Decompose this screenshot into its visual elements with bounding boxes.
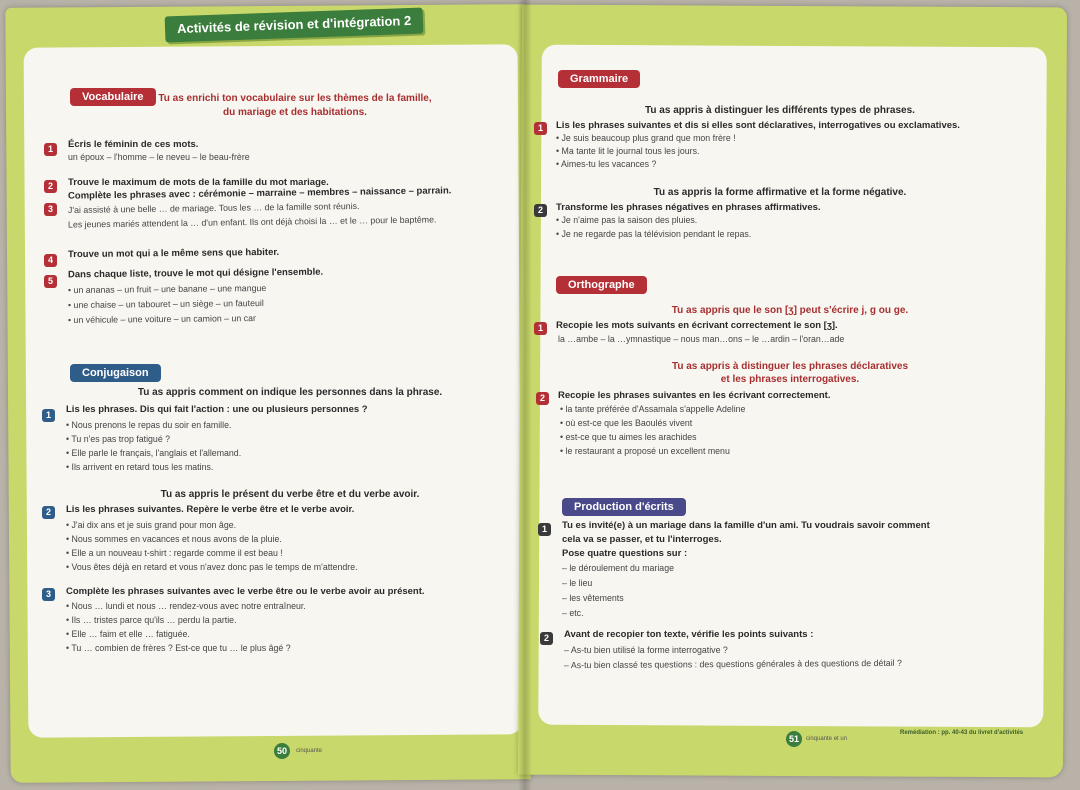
vocab-heading-line2: du mariage et des habitations. [223,107,367,118]
gram-exercise-1-item: • Aimes-tu les vacances ? [556,158,656,171]
gram-exercise-2: Transforme les phrases négatives en phrases affirmatives. [556,202,821,213]
ortho-heading-2b: et les phrases interrogatives. [720,374,860,385]
ortho-exercise-1: Recopie les mots suivants en écrivant correctement le son [ʒ]. [556,320,838,331]
exercise-number: 1 [44,143,57,156]
conj-exercise-3-item: • Tu … combien de frères ? Est-ce que tu … le plus âgé ? [66,642,291,655]
conj-heading-1: Tu as appris comment on indique les personnes dans la phrase. [137,387,443,398]
ortho-exercise-1-body: la …ambe – la …ymnastique – nous man…ons – le …ardin – l'oran…ade [558,334,845,344]
section-label-vocabulaire: Vocabulaire [70,88,156,106]
exercise-number: 5 [44,275,57,288]
conj-heading-2: Tu as appris le présent du verbe être et du verbe avoir. [160,489,420,500]
book-spine [518,0,532,790]
conj-exercise-1-item: • Elle parle le français, l'anglais et l'allemand. [66,447,241,460]
section-label-grammaire: Grammaire [558,70,640,88]
ortho-exercise-2: Recopie les phrases suivantes en les écrivant correctement. [558,390,831,401]
vocab-exercise-5-item: • un ananas – un fruit – une banane – une mangue [68,282,266,297]
vocab-exercise-3-body2: Les jeunes mariés attendent la … d'un enfant. Ils ont déjà choisi la … et le … pour le baptême. [67,214,437,230]
vocab-exercise-1-body: un époux – l'homme – le neveu – le beau-frère [68,152,250,162]
gram-heading-1: Tu as appris à distinguer les différents types de phrases. [645,105,915,116]
prod-exercise-2-item: – As-tu bien utilisé la forme interrogative ? [564,645,728,655]
prod-exercise-1-item: – etc. [562,608,584,618]
conj-exercise-3-item: • Ils … tristes parce qu'ils … perdu la partie. [66,614,237,627]
exercise-number: 2 [534,204,547,217]
conj-exercise-3-item: • Elle … faim et elle … fatiguée. [66,628,190,641]
exercise-number: 4 [44,254,57,267]
conj-exercise-1: Lis les phrases. Dis qui fait l'action : une ou plusieurs personnes ? [66,404,368,415]
conj-exercise-2: Lis les phrases suivantes. Repère le verbe être et le verbe avoir. [66,504,355,515]
vocab-heading-line1: Tu as enrichi ton vocabulaire sur les thèmes de la famille, [158,93,432,104]
prod-exercise-1-line2: cela va se passer, et tu l'interroges. [562,534,722,545]
ortho-heading-2a: Tu as appris à distinguer les phrases déclaratives [671,361,909,372]
prod-exercise-1-line3: Pose quatre questions sur : [562,548,688,559]
vocab-exercise-5: Dans chaque liste, trouve le mot qui désigne l'ensemble. [67,266,324,281]
section-label-production-ecrits: Production d'écrits [562,498,686,516]
gram-exercise-1-item: • Ma tante lit le journal tous les jours. [556,145,699,158]
ortho-exercise-2-item: • est-ce que tu aimes les arachides [560,431,697,444]
exercise-number: 3 [44,203,57,216]
exercise-number: 1 [42,409,55,422]
gram-exercise-2-item: • Je ne regarde pas la télévision pendant le repas. [556,228,751,241]
vocab-exercise-3: Complète les phrases avec : cérémonie – marraine – membres – naissance – parrain. [67,185,452,202]
vocab-exercise-1: Écris le féminin de ces mots. [68,139,199,150]
exercise-number: 1 [534,122,547,135]
ortho-heading-1: Tu as appris que le son [ʒ] peut s'écrire j, g ou ge. [671,305,909,316]
conj-exercise-3: Complète les phrases suivantes avec le verbe être ou le verbe avoir au présent. [66,586,425,597]
exercise-number: 2 [536,392,549,405]
conj-exercise-1-item: • Nous prenons le repas du soir en famille. [66,419,231,432]
exercise-number: 1 [534,322,547,335]
vocab-exercise-5-item: • une chaise – un tabouret – un siège – un fauteuil [68,297,264,312]
conj-exercise-2-item: • Vous êtes déjà en retard et vous n'avez donc pas le temps de m'attendre. [66,561,358,574]
gram-exercise-1: Lis les phrases suivantes et dis si elles sont déclaratives, interrogatives ou exclamatives. [556,120,960,131]
gram-exercise-2-item: • Je n'aime pas la saison des pluies. [556,214,697,227]
gram-heading-2: Tu as appris la forme affirmative et la forme négative. [653,187,907,198]
prod-exercise-2: Avant de recopier ton texte, vérifie les points suivants : [564,629,814,640]
vocab-exercise-4: Trouve un mot qui a le même sens que habiter. [67,246,280,261]
page-number-left: 50 [274,743,290,759]
prod-exercise-1-line1: Tu es invité(e) à un mariage dans la famille d'un ami. Tu voudrais savoir comment [562,520,930,531]
page-number-left-words: cinquante [296,748,323,754]
section-label-conjugaison: Conjugaison [70,364,161,382]
ortho-exercise-2-item: • où est-ce que les Baoulés vivent [560,417,692,430]
vocab-exercise-2: Trouve le maximum de mots de la famille du mot mariage. [68,177,329,188]
exercise-number: 1 [538,523,551,536]
remediation-note: Remédiation : pp. 40-43 du livret d'activités [900,730,1024,736]
conj-exercise-1-item: • Tu n'es pas trop fatigué ? [66,433,170,446]
conj-exercise-1-item: • Ils arrivent en retard tous les matins. [66,461,213,474]
prod-exercise-1-item: – les vêtements [562,593,624,603]
section-label-orthographe: Orthographe [556,276,647,294]
conj-exercise-2-item: • J'ai dix ans et je suis grand pour mon âge. [66,519,236,532]
prod-exercise-1-item: – le lieu [562,578,593,588]
exercise-number: 2 [42,506,55,519]
exercise-number: 2 [540,632,553,645]
prod-exercise-1-item: – le déroulement du mariage [562,563,674,573]
conj-exercise-2-item: • Elle a un nouveau t-shirt : regarde comme il est beau ! [66,547,283,560]
vocab-exercise-3-body1: J'ai assisté à une belle … de mariage. Tous les … de la famille sont réunis. [67,200,360,216]
prod-exercise-2-item: – As-tu bien classé tes questions : des questions générales à des questions de détail ? [563,657,902,671]
exercise-number: 3 [42,588,55,601]
vocab-exercise-5-item: • un véhicule – une voiture – un camion – un car [68,312,256,327]
conj-exercise-2-item: • Nous sommes en vacances et nous avons de la pluie. [66,533,282,546]
gram-exercise-1-item: • Je suis beaucoup plus grand que mon frère ! [556,132,736,145]
ortho-exercise-2-item: • le restaurant a proposé un excellent menu [560,445,730,458]
exercise-number: 2 [44,180,57,193]
page-title: Activités de révision et d'intégration 2 [165,8,424,43]
page-number-right-words: cinquante et un [806,736,848,742]
page-number-right: 51 [786,731,802,747]
ortho-exercise-2-item: • la tante préférée d'Assamala s'appelle Adeline [560,403,745,416]
conj-exercise-3-item: • Nous … lundi et nous … rendez-vous avec notre entraîneur. [66,600,306,613]
